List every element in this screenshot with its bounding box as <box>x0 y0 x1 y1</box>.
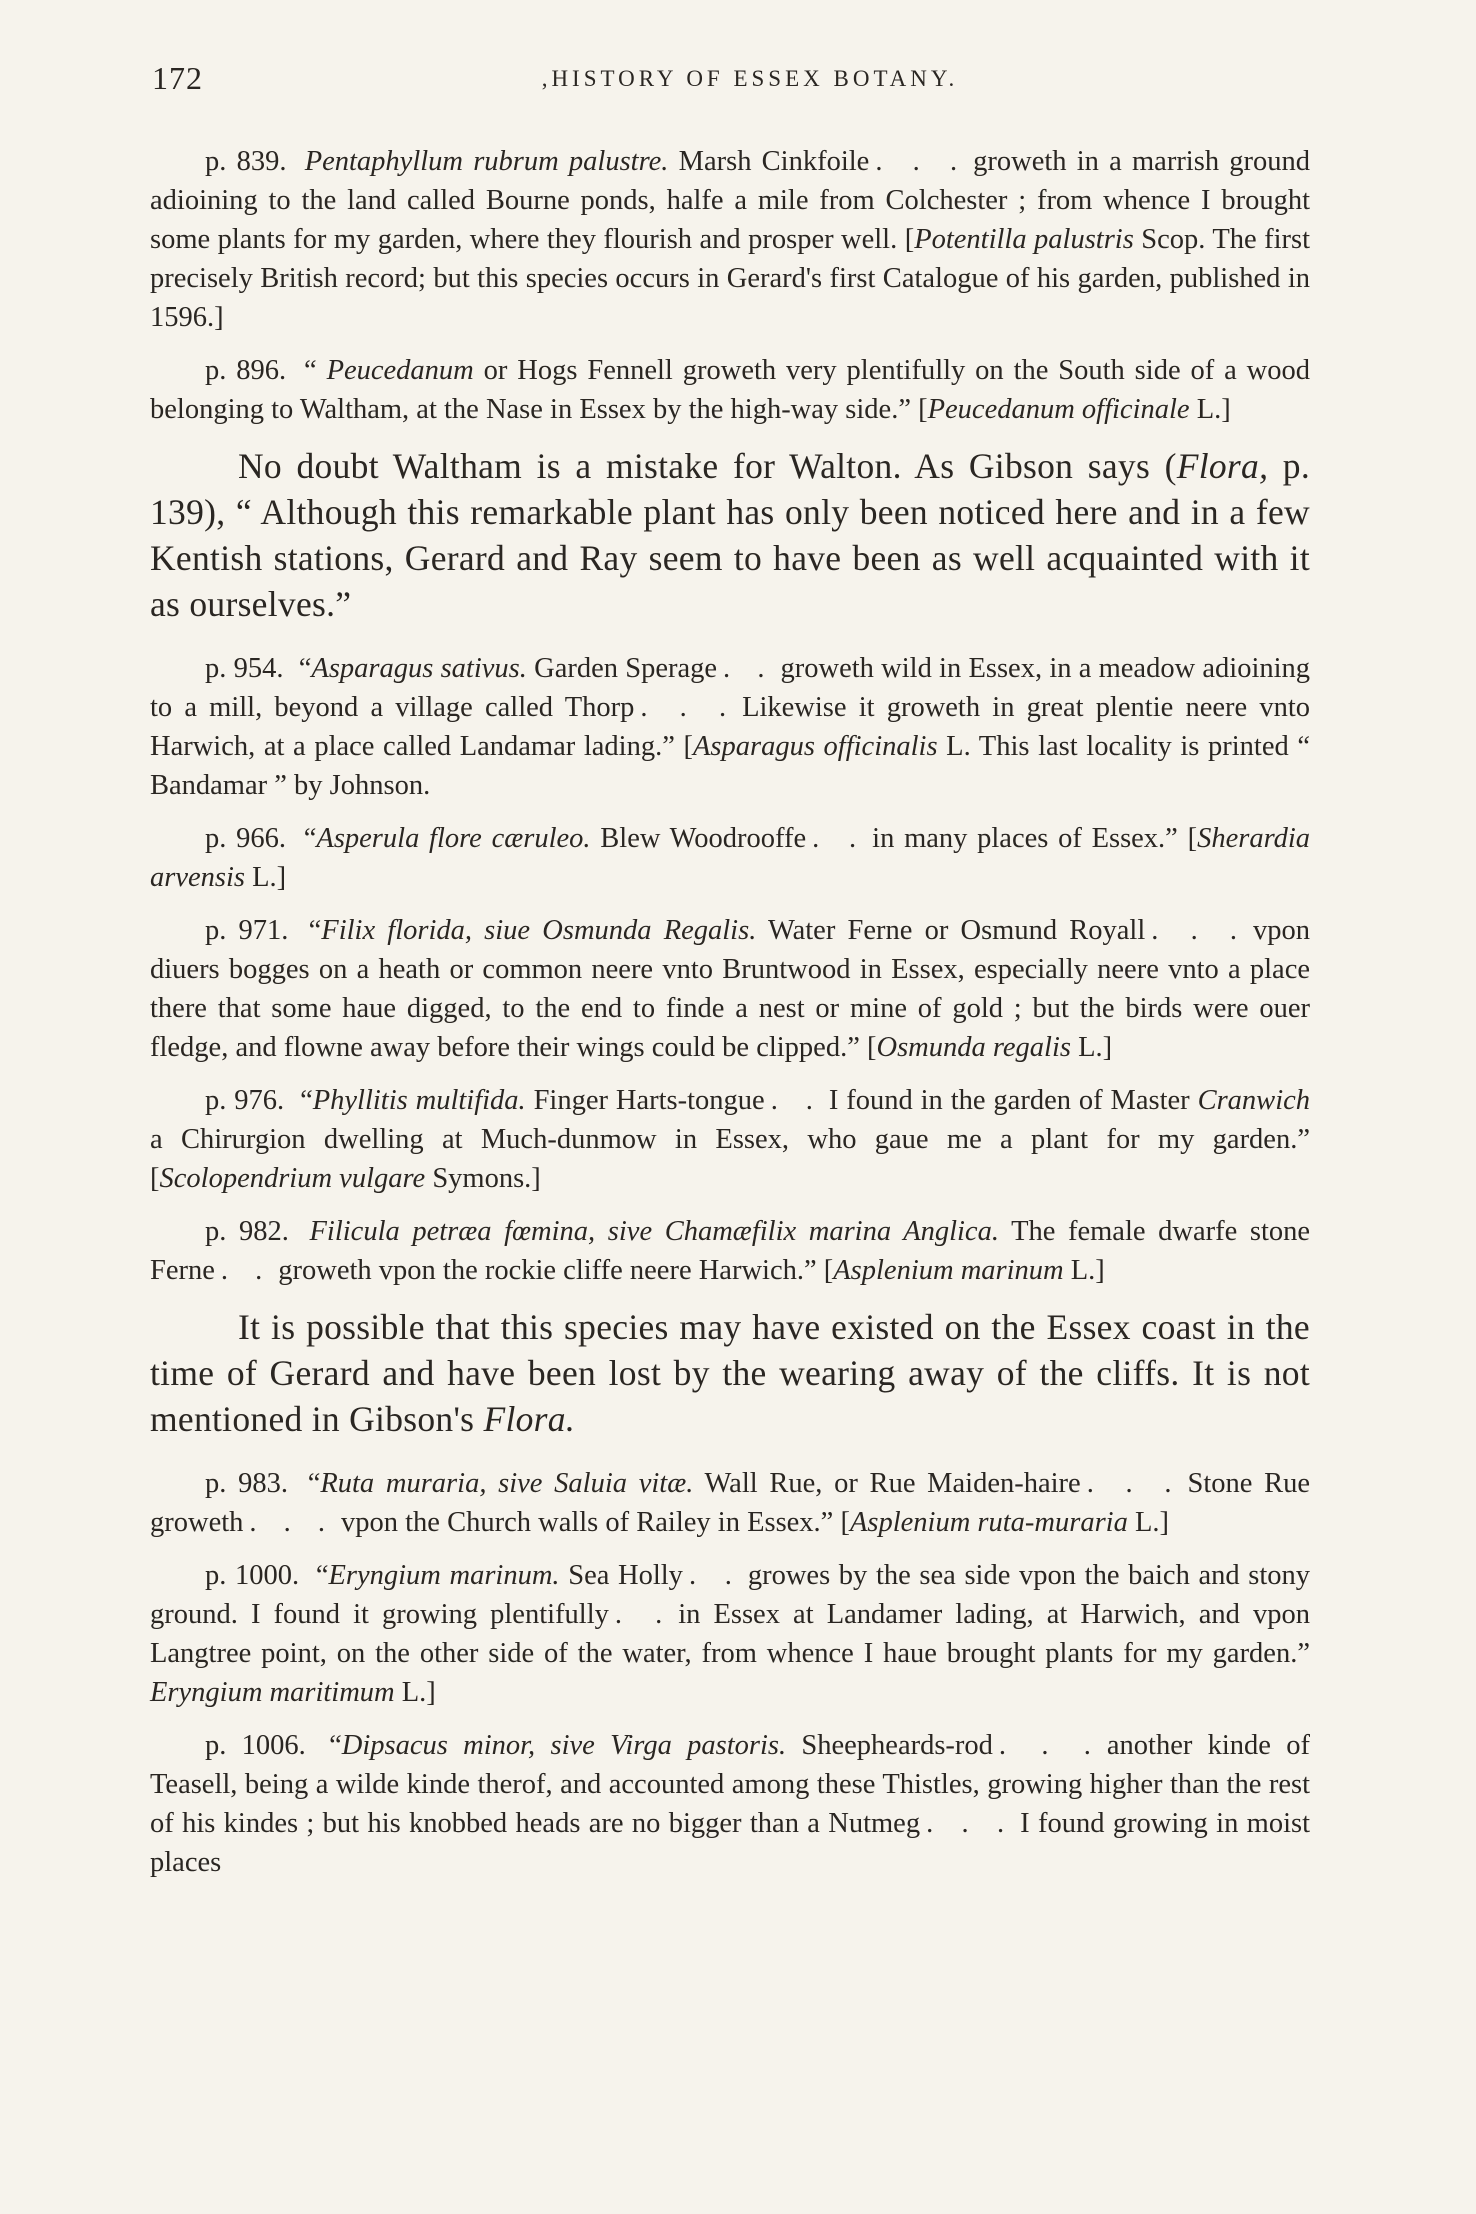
ellipsis: . . <box>688 1560 742 1591</box>
latin-name: Asperula flore cæruleo. <box>316 823 591 854</box>
note-text: Symons.] <box>432 1163 541 1194</box>
page-ref: p. 896. <box>205 355 287 386</box>
note-text: L.] <box>1078 1032 1113 1063</box>
entry-p983 <box>150 1464 1310 1542</box>
note-latin: Asplenium ruta-muraria <box>849 1507 1128 1538</box>
page <box>150 60 1310 1896</box>
entry-text: Wall Rue, or Rue Maiden-haire <box>704 1468 1081 1499</box>
entry-p976 <box>150 1081 1310 1198</box>
entry-text: or Hogs Fennell groweth very plentifully on the South side of a wood belonging to Waltham, at the Nase in Essex by the high-way side.” <box>150 355 1310 425</box>
entry-text: groweth wild in Essex, in a meadow adioining to a mill, beyond a village called Thorp <box>150 653 1311 723</box>
entry-text: Garden Sperage <box>534 653 718 684</box>
latin-name: Pentaphyllum rubrum palustre. <box>304 146 669 177</box>
entry-p896 <box>150 351 1310 429</box>
entry-text: in many places of Essex.” <box>872 823 1178 854</box>
note-latin: Asplenium marinum <box>833 1255 1064 1286</box>
entry-p839 <box>150 142 1310 337</box>
page-ref: p. 976. <box>205 1085 285 1116</box>
note-text: L.] <box>252 862 287 893</box>
latin-name: Peucedanum <box>326 355 474 386</box>
ellipsis: . . . <box>1151 915 1248 946</box>
ellipsis: . . . <box>249 1507 336 1538</box>
latin-name: Ruta muraria, sive Saluia vitæ. <box>320 1468 694 1499</box>
latin-name: Eryngium marinum. <box>328 1560 560 1591</box>
ellipsis: . . <box>614 1599 673 1630</box>
entry-p1006 <box>150 1726 1310 1882</box>
ellipsis: . . <box>770 1085 823 1116</box>
entry-text: I found growing in moist places <box>150 1808 1310 1878</box>
latin-name: Filix florida, siue Osmunda Regalis. <box>321 915 757 946</box>
entry-text: another kinde of Teasell, being a wilde kinde therof, and accounted among these Thistles, growing higher than the rest of his kindes ; but his knobbed heads are no bigger than a Nutmeg <box>150 1730 1310 1839</box>
entry-text: Blew Woodrooffe <box>600 823 807 854</box>
ellipsis: . . . <box>1086 1468 1182 1499</box>
page-ref: p. 982. <box>205 1216 289 1247</box>
note-open: [ <box>904 224 915 255</box>
ellipsis: . . . <box>998 1730 1101 1761</box>
note-latin: Osmunda regalis <box>876 1032 1071 1063</box>
open-quote: “ <box>304 355 317 386</box>
latin-name: Asparagus sativus. <box>311 653 527 684</box>
note-latin: Sherardia arvensis <box>150 823 1311 893</box>
ellipsis: . . . <box>926 1808 1015 1839</box>
entry-p954 <box>150 649 1310 805</box>
entry-text: vpon the Church walls of Railey in Essex.” <box>341 1507 834 1538</box>
entry-text: I found in the garden of Master <box>828 1085 1190 1116</box>
note-open: [ <box>1187 823 1198 854</box>
comment-text: No doubt Waltham is a mistake for Walton. As Gibson says ( <box>238 446 1177 486</box>
note-open: [ <box>866 1032 877 1063</box>
note-open: [ <box>823 1255 834 1286</box>
page-ref: p. 839. <box>205 146 287 177</box>
editorial-comment <box>150 1304 1310 1442</box>
entry-text: Water Ferne or Osmund Royall <box>768 915 1146 946</box>
note-text: Scop. The first precisely British record; but this species occurs in Gerard's first Catalogue of his garden, published in 1596.] <box>150 224 1311 333</box>
page-ref: p. 1006. <box>205 1730 306 1761</box>
note-text: L.] <box>1134 1507 1169 1538</box>
open-quote: “ <box>329 1730 342 1761</box>
entry-text: Stone Rue groweth <box>150 1468 1311 1538</box>
note-latin: Asparagus officinalis <box>692 731 938 762</box>
entry-text: vpon diuers bogges on a heath or common neere vnto Bruntwood in Essex, especially neere vnto a place there that some haue digged, to the end to finde a nest or mine of gold ; but the birds were ouer fledge, and flowne away before their wings could be clipped.” <box>150 915 1311 1063</box>
latin-name: Dipsacus minor, sive Virga pastoris. <box>341 1730 787 1761</box>
note-open: [ <box>918 394 928 425</box>
entry-text: Sea Holly <box>568 1560 683 1591</box>
note-text: L. This last locality is printed “ Bandamar ” by Johnson. <box>150 731 1311 801</box>
note-latin: Potentilla palustris <box>914 224 1134 255</box>
ellipsis: . . <box>812 823 867 854</box>
ellipsis: . . <box>220 1255 273 1286</box>
note-open: [ <box>840 1507 850 1538</box>
entry-text: groweth vpon the rockie cliffe neere Harwich.” <box>278 1255 817 1286</box>
entry-text: Likewise it groweth in great plentie neere vnto Harwich, at a place called Landamar lading.” <box>150 692 1310 762</box>
entry-text: The female dwarfe stone Ferne <box>150 1216 1311 1286</box>
entry-text: groweth in a marrish ground adioining to the land called Bourne ponds, halfe a mile from Colchester ; from whence I brought some plants for my garden, where they flourish and prosper well. <box>150 146 1311 255</box>
ellipsis: . . . <box>875 146 968 177</box>
comment-text: It is possible that this species may have existed on the Essex coast in the time of Gerard and have been lost by the wearing away of the cliffs. It is not mentioned in Gibson's <box>150 1307 1310 1439</box>
comment-italic: Flora, <box>1176 446 1269 486</box>
open-quote: “ <box>300 1085 313 1116</box>
open-quote: “ <box>303 823 317 854</box>
comment-text: p. 139), “ Although this remarkable plant has only been noticed here and in a few Kentish stations, Gerard and Ray seem to have been as well acquainted with it as ourselves.” <box>150 446 1310 624</box>
entry-p1000 <box>150 1556 1310 1712</box>
page-number: 172 <box>152 60 203 96</box>
page-ref: p. 954. <box>205 653 284 684</box>
entry-text: Finger Harts-tongue <box>533 1085 765 1116</box>
editorial-comment <box>150 443 1310 627</box>
entry-text: Marsh Cinkfoile <box>678 146 870 177</box>
ellipsis: . . <box>723 653 775 684</box>
note-open: [ <box>150 1163 160 1194</box>
ellipsis: . . . <box>640 692 737 723</box>
page-ref: p. 1000. <box>205 1560 300 1591</box>
running-head: ,HISTORY OF ESSEX BOTANY. <box>541 66 959 91</box>
note-latin: Peucedanum officinale <box>927 394 1190 425</box>
note-open: [ <box>683 731 693 762</box>
entry-p966 <box>150 819 1310 897</box>
entry-text: growes by the sea side vpon the baich and stony ground. I found it growing plentifully <box>150 1560 1311 1630</box>
open-quote: “ <box>315 1560 329 1591</box>
latin-name: Filicula petræa fœmina, sive Chamæfilix marina Anglica. <box>309 1216 999 1247</box>
page-ref: p. 971. <box>205 915 289 946</box>
page-ref: p. 966. <box>205 823 286 854</box>
note-text: L.] <box>1070 1255 1105 1286</box>
note-text: L.] <box>1196 394 1231 425</box>
page-ref: p. 983. <box>205 1468 288 1499</box>
open-quote: “ <box>308 915 322 946</box>
note-latin: Eryngium maritimum <box>150 1677 395 1708</box>
latin-name: Cranwich <box>1197 1085 1311 1116</box>
open-quote: “ <box>298 653 312 684</box>
entry-text: a Chirurgion dwelling at Much-dunmow in Essex, who gaue me a plant for my garden.” <box>150 1124 1310 1155</box>
note-latin: Scolopendrium vulgare <box>159 1163 426 1194</box>
entry-text: in Essex at Landamer lading, at Harwich, and vpon Langtree point, on the other side of the water, from whence I haue brought plants for my garden.” <box>150 1599 1310 1669</box>
note-text: L.] <box>401 1677 436 1708</box>
open-quote: “ <box>307 1468 321 1499</box>
page-header <box>150 60 1310 100</box>
entry-p971 <box>150 911 1310 1067</box>
entry-text: Sheepheards-rod <box>801 1730 993 1761</box>
entry-p982 <box>150 1212 1310 1290</box>
latin-name: Phyllitis multifida. <box>312 1085 526 1116</box>
comment-italic: Flora. <box>483 1399 576 1439</box>
